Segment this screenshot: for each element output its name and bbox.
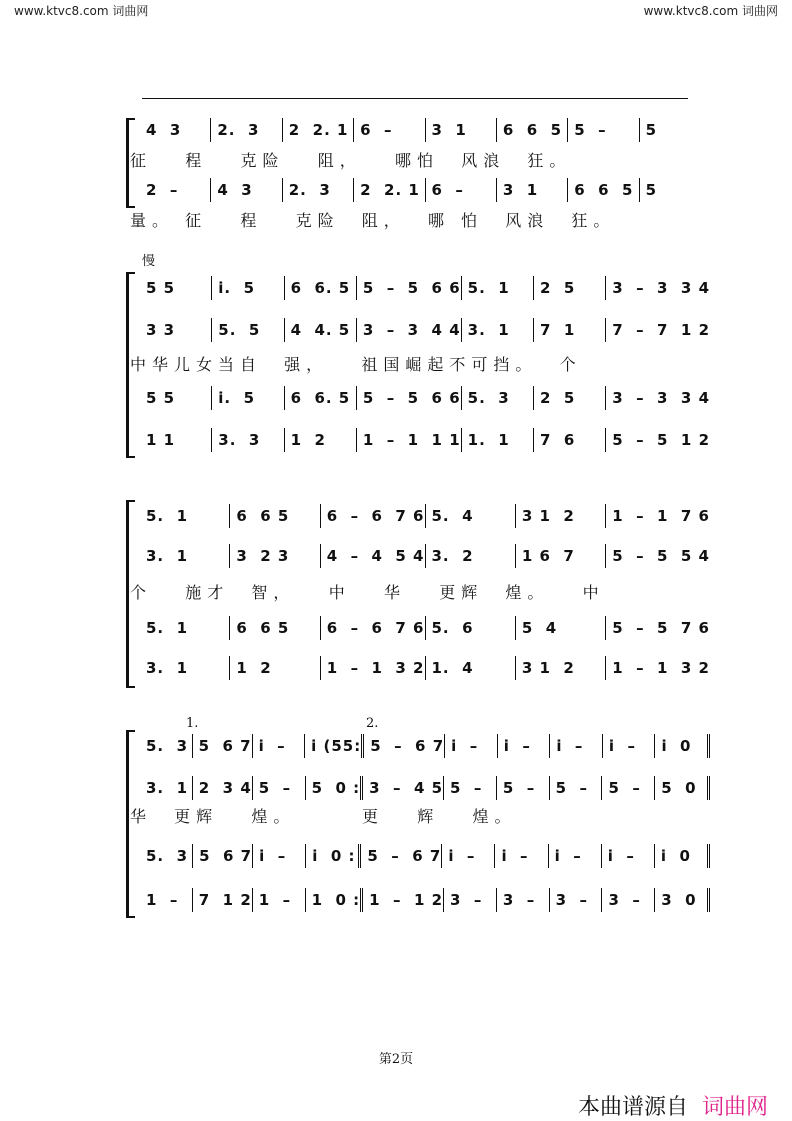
tie-line bbox=[142, 98, 688, 99]
measure: 3 3 bbox=[140, 318, 212, 342]
staff-row bbox=[140, 734, 710, 758]
measure: 3. 1 bbox=[140, 544, 230, 568]
measure: 2. 3 bbox=[211, 118, 282, 142]
lyric-line: 华 更辉 煌。 更 辉 煌。 bbox=[130, 807, 517, 826]
measure: 5 4 bbox=[516, 616, 606, 640]
volta-1: 1. bbox=[186, 716, 199, 731]
measure: 5 6 7 bbox=[193, 734, 253, 758]
measure: i – bbox=[253, 844, 306, 868]
measure: 1 2 bbox=[285, 428, 357, 452]
measure: 5 – 6 7 bbox=[364, 734, 445, 758]
measure: 7 6 bbox=[534, 428, 606, 452]
measure: 2 5 bbox=[534, 386, 606, 410]
measure: 1 6 7 bbox=[516, 544, 606, 568]
measure: 1. 4 bbox=[426, 656, 516, 680]
measure: i. 5 bbox=[212, 276, 284, 300]
measure: 2 – bbox=[140, 178, 211, 202]
measure: 5 6 7 bbox=[193, 844, 253, 868]
measure: 5 – bbox=[253, 776, 306, 800]
volta-2: 2. bbox=[366, 716, 379, 731]
measure: i – bbox=[445, 734, 498, 758]
measure: 5 – 6 7 bbox=[361, 844, 442, 868]
measure: 4 4. 5 bbox=[285, 318, 357, 342]
measure: 6 – bbox=[354, 118, 425, 142]
measure: 5 0 : bbox=[306, 776, 364, 800]
measure: 1 – bbox=[140, 888, 193, 912]
measure: 5. 4 bbox=[426, 504, 516, 528]
measure: 6 6 5 bbox=[497, 118, 568, 142]
measure: 3. 1 bbox=[140, 656, 230, 680]
staff-row bbox=[140, 504, 710, 528]
lyric-line: 个 施才 智， 中 华 更辉 煌。 中 bbox=[130, 583, 605, 602]
measure: 4 – 4 5 4 bbox=[321, 544, 426, 568]
score-system-3 bbox=[126, 496, 710, 688]
measure: 5. 1 bbox=[140, 504, 230, 528]
measure: 5. 1 bbox=[140, 616, 230, 640]
measure: 3 1 bbox=[426, 118, 497, 142]
brand-footer bbox=[578, 1090, 768, 1121]
measure: 5 bbox=[645, 181, 658, 199]
measure: 3 – bbox=[497, 888, 550, 912]
score-system-1 bbox=[126, 110, 710, 232]
measure: 3 – 3 3 4 bbox=[612, 389, 711, 407]
brand-site-link[interactable]: 词曲网 bbox=[701, 1095, 768, 1120]
measure: 5. 5 bbox=[212, 318, 284, 342]
measure: i. 5 bbox=[212, 386, 284, 410]
measure: 1 0 : bbox=[306, 888, 364, 912]
measure: 4 3 bbox=[140, 118, 211, 142]
measure: 7 – 7 1 2 bbox=[612, 321, 711, 339]
measure: 5 – bbox=[444, 776, 497, 800]
measure: 3 – 3 4 4 bbox=[357, 318, 462, 342]
measure: i 0 : bbox=[306, 844, 361, 868]
measure: 5 – bbox=[550, 776, 603, 800]
lyric-line: 征 程 克险 阻， 哪怕 风浪 狂。 bbox=[130, 151, 572, 170]
measure: 5 – 5 6 6 bbox=[357, 386, 462, 410]
staff-row bbox=[140, 776, 710, 800]
measure: 3. 1 bbox=[462, 318, 534, 342]
measure: 5 – 5 7 6 bbox=[612, 619, 710, 637]
measure: i – bbox=[603, 734, 656, 758]
measure: 5 5 bbox=[140, 386, 212, 410]
measure: i – bbox=[602, 844, 655, 868]
measure: 2 2. 1 bbox=[354, 178, 425, 202]
measure: i – bbox=[495, 844, 548, 868]
measure: 2 5 bbox=[534, 276, 606, 300]
staff-row bbox=[140, 428, 710, 452]
measure: i – bbox=[253, 734, 306, 758]
measure: 6 6. 5 bbox=[285, 386, 357, 410]
measure: 5 – 5 1 2 bbox=[612, 431, 711, 449]
measure: 1 – 1 3 2 bbox=[612, 659, 710, 677]
measure: 2. 3 bbox=[283, 178, 354, 202]
measure: 3 2 3 bbox=[230, 544, 320, 568]
measure: 5 5 bbox=[140, 276, 212, 300]
measure: i (55: bbox=[305, 734, 364, 758]
measure: 3 – 4 5 bbox=[363, 776, 444, 800]
measure: 5. 3 bbox=[462, 386, 534, 410]
staff-row bbox=[140, 616, 710, 640]
measure: 6 – 6 7 6 bbox=[321, 504, 426, 528]
measure: 5 – bbox=[497, 776, 550, 800]
measure: 5. 3 bbox=[140, 734, 193, 758]
measure: 3. 3 bbox=[212, 428, 284, 452]
tempo-mark: 慢 bbox=[142, 254, 156, 269]
staff-row bbox=[140, 844, 710, 868]
measure: 5 – bbox=[568, 118, 639, 142]
lyric-line: 量。 征 程 克险 阻， 哪 怕 风浪 狂。 bbox=[130, 211, 616, 230]
measure: i – bbox=[442, 844, 495, 868]
measure: 3 1 2 bbox=[516, 656, 606, 680]
staff-row bbox=[140, 656, 710, 680]
measure: 1 – 1 2 bbox=[363, 888, 444, 912]
measure: 3 – bbox=[602, 888, 655, 912]
measure: 4 3 bbox=[211, 178, 282, 202]
score-system-4 bbox=[126, 726, 710, 918]
watermark-left: www.ktvc8.com 词曲网 bbox=[14, 4, 149, 18]
staff-row bbox=[140, 318, 710, 342]
measure: 1 – 1 3 2 bbox=[321, 656, 426, 680]
measure: 3. 2 bbox=[426, 544, 516, 568]
measure: i – bbox=[550, 734, 603, 758]
measure: 6 – bbox=[426, 178, 497, 202]
measure: 3. 1 bbox=[140, 776, 193, 800]
measure: 5 – 5 6 6 bbox=[357, 276, 462, 300]
score-system-2 bbox=[126, 268, 710, 458]
measure: 5. 1 bbox=[462, 276, 534, 300]
staff-row bbox=[140, 544, 710, 568]
measure: i – bbox=[498, 734, 551, 758]
measure: i 0 bbox=[655, 734, 710, 758]
measure: 1 – 1 7 6 bbox=[612, 507, 710, 525]
measure: 5 0 bbox=[655, 776, 710, 800]
measure: i 0 bbox=[655, 844, 710, 868]
measure: 1 2 bbox=[230, 656, 320, 680]
watermark-right: www.ktvc8.com 词曲网 bbox=[643, 4, 778, 18]
measure: 2 3 4 bbox=[193, 776, 253, 800]
measure: 3 1 2 bbox=[516, 504, 606, 528]
measure: 5 bbox=[645, 121, 658, 139]
measure: 6 6 5 bbox=[230, 504, 320, 528]
measure: 3 – bbox=[550, 888, 603, 912]
staff-row bbox=[140, 888, 710, 912]
brand-source-label: 本曲谱源自 bbox=[577, 1095, 688, 1120]
staff-row bbox=[140, 178, 710, 202]
measure: 1. 1 bbox=[462, 428, 534, 452]
measure: 6 6 5 bbox=[568, 178, 639, 202]
measure: 3 – 3 3 4 bbox=[612, 279, 711, 297]
measure: 5 – bbox=[602, 776, 655, 800]
page-number: 第2页 bbox=[378, 1052, 414, 1067]
measure: 3 0 bbox=[655, 888, 710, 912]
measure: 5. 3 bbox=[140, 844, 193, 868]
measure: 7 1 bbox=[534, 318, 606, 342]
lyric-line: 中华儿女当自 强， 祖国崛起不可挡。 个 bbox=[130, 355, 582, 374]
staff-row bbox=[140, 118, 710, 142]
measure: 6 – 6 7 6 bbox=[321, 616, 426, 640]
measure: 1 – bbox=[253, 888, 306, 912]
measure: 1 1 bbox=[140, 428, 212, 452]
measure: 7 1 2 bbox=[193, 888, 253, 912]
measure: 1 – 1 1 1 bbox=[357, 428, 462, 452]
measure: 5 – 5 5 4 bbox=[612, 547, 710, 565]
measure: i – bbox=[549, 844, 602, 868]
measure: 5. 6 bbox=[426, 616, 516, 640]
staff-row bbox=[140, 386, 710, 410]
measure: 6 6 5 bbox=[230, 616, 320, 640]
staff-row bbox=[140, 276, 710, 300]
measure: 3 – bbox=[444, 888, 497, 912]
measure: 6 6. 5 bbox=[285, 276, 357, 300]
measure: 2 2. 1 bbox=[283, 118, 354, 142]
measure: 3 1 bbox=[497, 178, 568, 202]
